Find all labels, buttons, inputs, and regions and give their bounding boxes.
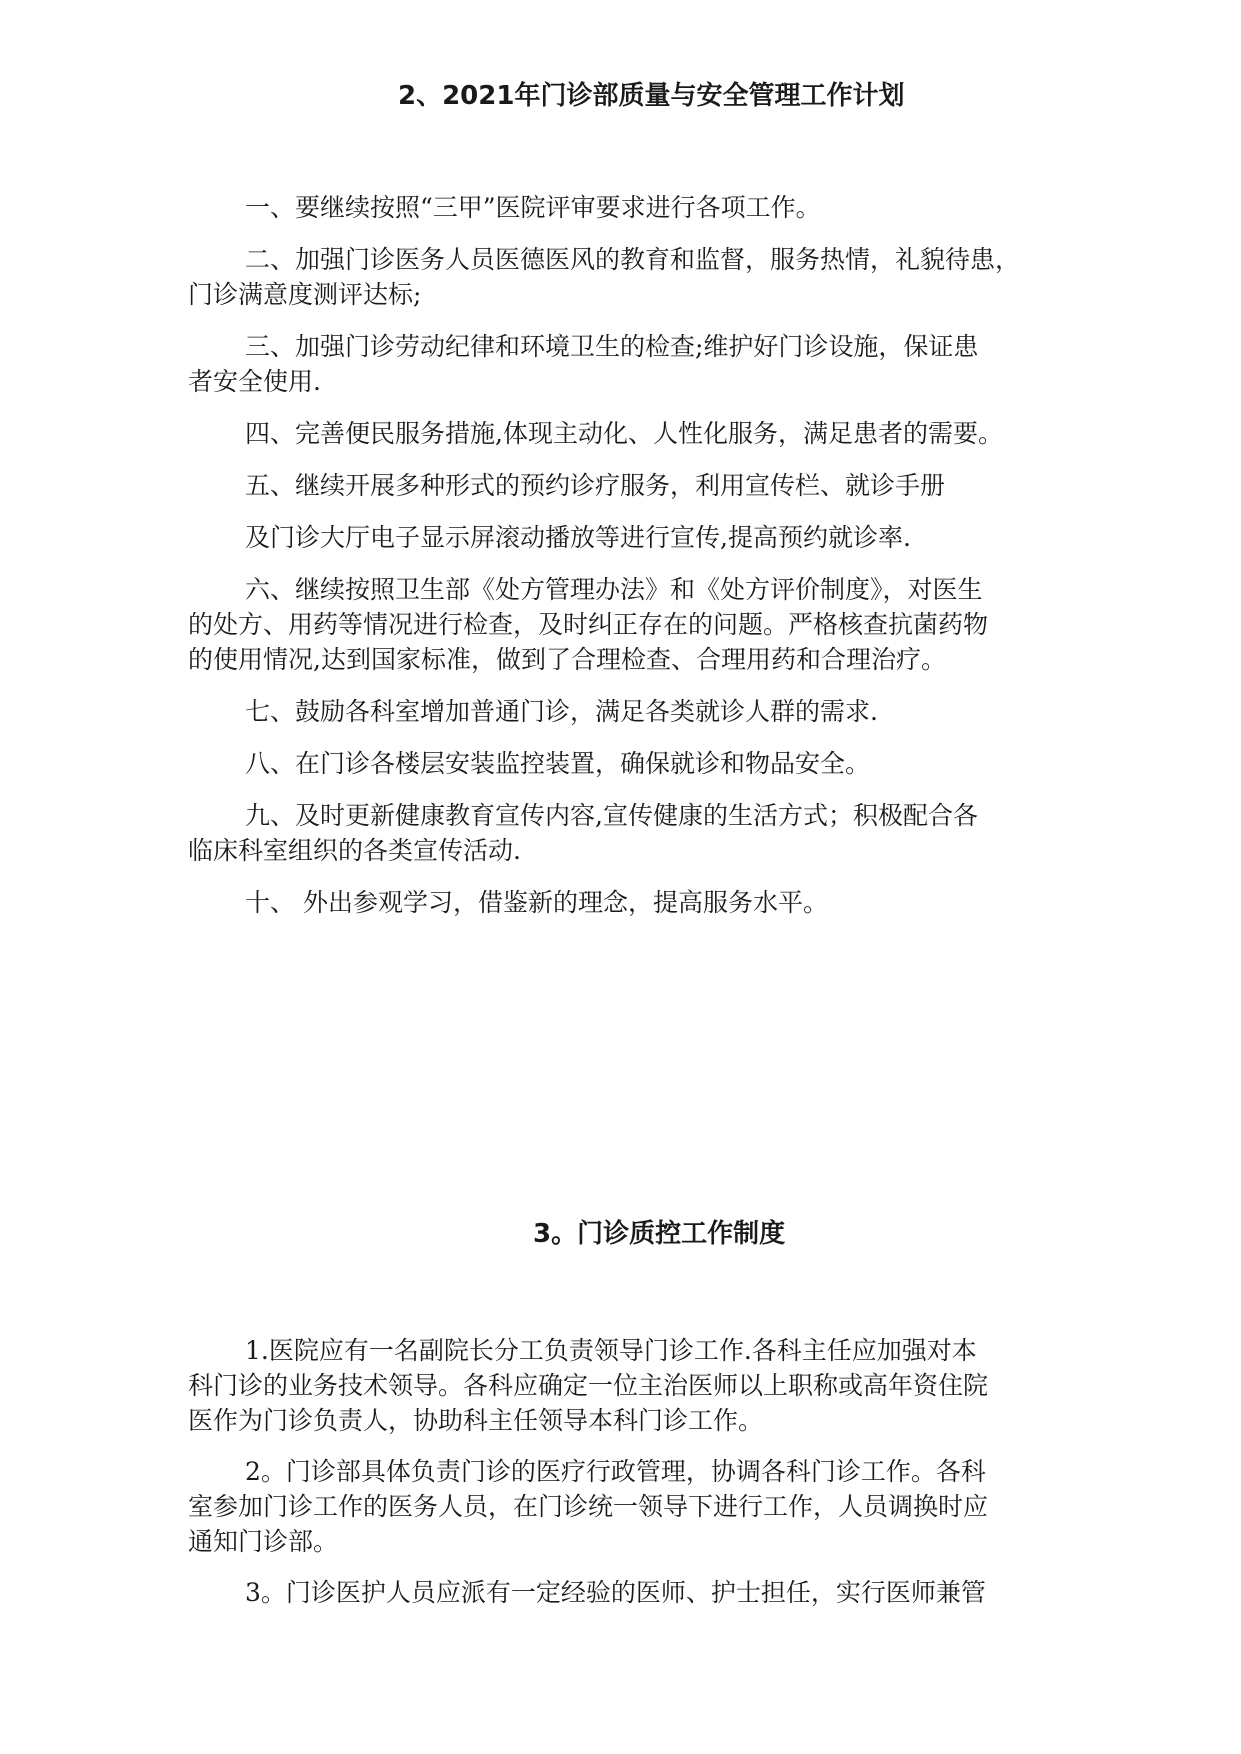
paragraph bbox=[188, 694, 1100, 729]
paragraph-line: 门诊满意度测评达标; bbox=[188, 280, 422, 309]
paragraph bbox=[188, 572, 1100, 677]
paragraph-line: 二、加强门诊医务人员医德医风的教育和监督，服务热情，礼貌待患， bbox=[245, 245, 1021, 274]
paragraph-line: 医作为门诊负责人，协助科主任领导本科门诊工作。 bbox=[188, 1406, 764, 1435]
paragraph-line: 临床科室组织的各类宣传活动. bbox=[188, 836, 521, 865]
paragraph-line: 室参加门诊工作的医务人员，在门诊统一领导下进行工作，人员调换时应 bbox=[188, 1492, 989, 1521]
paragraph-line: 六、继续按照卫生部《处方管理办法》和《处方评价制度》，对医生 bbox=[245, 575, 983, 604]
section-title-work-plan: 2、2021年门诊部质量与安全管理工作计划 bbox=[398, 81, 905, 111]
paragraph-line: 一、要继续按照“三甲”医院评审要求进行各项工作。 bbox=[245, 193, 821, 222]
paragraph bbox=[188, 1454, 1100, 1559]
paragraph-line: 3。门诊医护人员应派有一定经验的医师、护士担任，实行医师兼管 bbox=[245, 1578, 986, 1607]
paragraph bbox=[188, 1333, 1100, 1438]
paragraph-line: 十、 外出参观学习，借鉴新的理念，提高服务水平。 bbox=[245, 888, 828, 917]
paragraph bbox=[188, 416, 1100, 451]
paragraph-line: 九、及时更新健康教育宣传内容,宣传健康的生活方式；积极配合各 bbox=[245, 801, 978, 830]
paragraph bbox=[188, 468, 1100, 503]
paragraph-line: 八、在门诊各楼层安装监控装置，确保就诊和物品安全。 bbox=[245, 749, 871, 778]
paragraph bbox=[188, 798, 1100, 868]
work-plan-body bbox=[188, 190, 1100, 937]
paragraph bbox=[188, 190, 1100, 225]
paragraph-line: 1.医院应有一名副院长分工负责领导门诊工作.各科主任应加强对本 bbox=[245, 1336, 977, 1365]
paragraph-line: 科门诊的业务技术领导。各科应确定一位主治医师以上职称或高年资住院 bbox=[188, 1371, 989, 1400]
paragraph-line: 通知门诊部。 bbox=[188, 1527, 339, 1556]
paragraph-line: 四、完善便民服务措施,体现主动化、人性化服务，满足患者的需要。 bbox=[245, 419, 1003, 448]
paragraph-line: 的使用情况,达到国家标准，做到了合理检查、合理用药和合理治疗。 bbox=[188, 645, 946, 674]
paragraph bbox=[188, 520, 1100, 555]
paragraph-line: 五、继续开展多种形式的预约诊疗服务，利用宣传栏、就诊手册 bbox=[245, 471, 946, 500]
paragraph-line: 2。门诊部具体负责门诊的医疗行政管理，协调各科门诊工作。各科 bbox=[245, 1457, 986, 1486]
paragraph bbox=[188, 329, 1100, 399]
paragraph-line: 者安全使用. bbox=[188, 367, 321, 396]
paragraph-line: 七、鼓励各科室增加普通门诊，满足各类就诊人群的需求. bbox=[245, 697, 878, 726]
paragraph-line: 的处方、用药等情况进行检查，及时纠正存在的问题。严格核查抗菌药物 bbox=[188, 610, 989, 639]
quality-control-body bbox=[188, 1333, 1100, 1626]
paragraph bbox=[188, 1575, 1100, 1610]
paragraph bbox=[188, 885, 1100, 920]
paragraph bbox=[188, 242, 1100, 312]
paragraph bbox=[188, 746, 1100, 781]
section-title-quality-control: 3。门诊质控工作制度 bbox=[533, 1219, 786, 1249]
paragraph-line: 三、加强门诊劳动纪律和环境卫生的检查;维护好门诊设施，保证患 bbox=[245, 332, 979, 361]
paragraph-line: 及门诊大厅电子显示屏滚动播放等进行宣传,提高预约就诊率. bbox=[245, 523, 911, 552]
